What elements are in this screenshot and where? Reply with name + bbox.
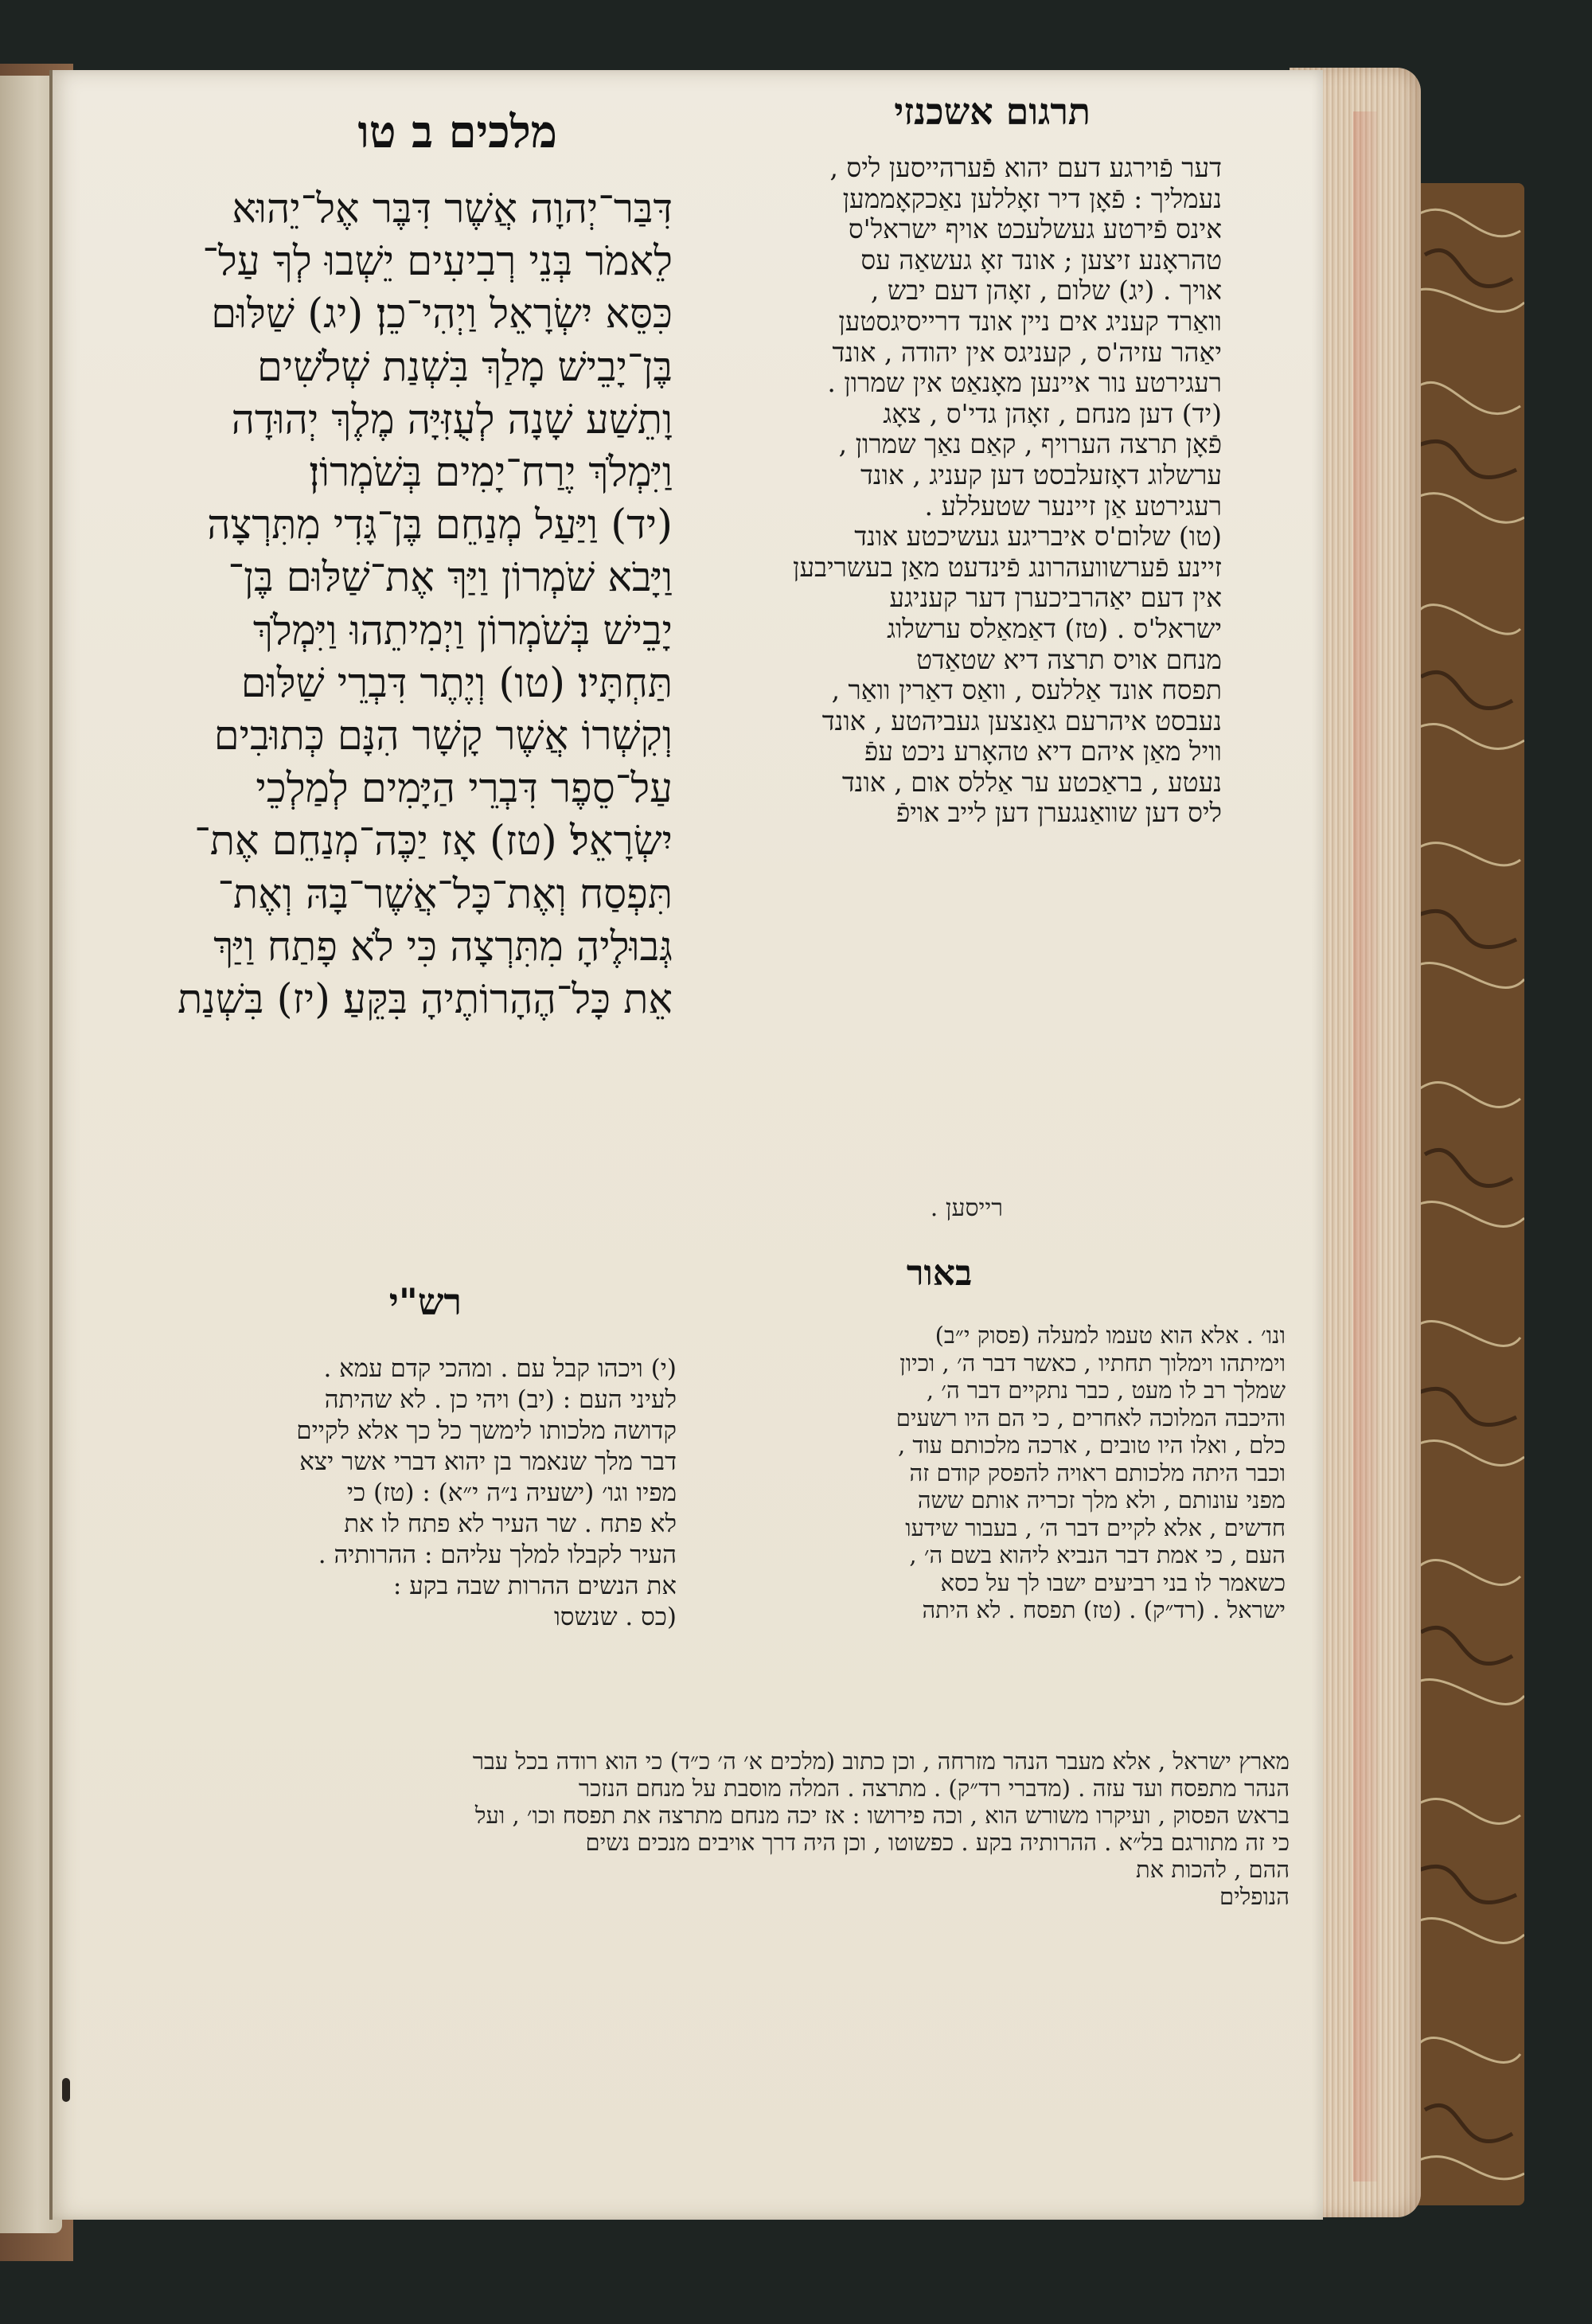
rashi-line: לעיני העם : (יב) ויהי כן . לא שהיתה bbox=[324, 1385, 677, 1414]
rashi-heading: רש"י bbox=[388, 1280, 462, 1323]
biur-line: ישראל . (רד״ק) . (טז) תפסח . לא היתה bbox=[922, 1596, 1286, 1623]
biur-line: כלם , ואלו היו טובים , ארכה מלכותם עוד , bbox=[898, 1432, 1286, 1459]
biur-line: כשאמר לו בני רביעים ישבו לך על כסא bbox=[940, 1568, 1286, 1596]
biur-cont-line: הנופלים bbox=[1219, 1883, 1290, 1910]
targum-line: פֿאָן תרצה הערויף , קאַם נאַך שמרון , bbox=[838, 428, 1222, 460]
verse-line: וַיִּמְלֹךְ יֶרַח־יָמִים בְּשֹׁמְרוֹן׃ bbox=[309, 449, 673, 497]
verse-line: בֶּן־יָבֵישׁ מָלַךְ בִּשְׁנַת שְׁלֹשִׁים bbox=[257, 343, 673, 391]
targum-line: נעטע , בראַכטע ער אַללס אום , אונד bbox=[841, 766, 1222, 798]
verse-line: (יד) וַיַּעַל מְנַחֵם בֶּן־גָּדִי מִתִּרְצָה bbox=[207, 502, 673, 549]
biur-line: שמלך רב לו מעט , כבר נתקיים דבר ה׳ , bbox=[926, 1377, 1286, 1404]
rashi-line: (י) ויכהו קבל עם . ומהכי קדם עמא . bbox=[323, 1354, 677, 1383]
biur-line: ונו׳ . אלא הוא טעמו למעלה (פסוק י״ב) bbox=[935, 1322, 1286, 1349]
gutter bbox=[49, 70, 53, 2220]
targum-line: ישראל'ס . (טז) דאַמאַלס ערשלוג bbox=[887, 612, 1222, 644]
biur-line: מפני עונותם , ולא מלך זכריה אותם ששה bbox=[917, 1486, 1286, 1514]
targum-line: ליס דען שוואַנגערן דען לייב אויפֿ bbox=[896, 797, 1222, 829]
verse-line: דִּבַּר־יְהוָה אֲשֶׁר דִּבֶּר אֶל־יֵהוּא bbox=[232, 186, 673, 232]
verse-line: יִשְׂרָאֵל׃ (טז) אָז יַכֶּה־מְנַחֵם אֶת־ bbox=[194, 818, 673, 865]
targum-line: טהראָנע זיצען ; אונד זאָ געשאַה עס bbox=[860, 244, 1222, 275]
biur-line: העם , כי אמת דבר הנביא ליהוא בשם ה׳ , bbox=[909, 1541, 1286, 1568]
biur-full-width-continuation bbox=[179, 1748, 1290, 1947]
rashi-line: מפיו וגו׳ (ישעיה נ״ה י״א) : (טז) כי bbox=[346, 1478, 677, 1507]
targum-line: זיינע פֿערשוועהרונג פֿינדעט מאַן בעשריבען bbox=[793, 551, 1222, 583]
verse-line: לֵאמֹר בְּנֵי רְבִיעִים יֵשְׁבוּ לְךָ עַל־ bbox=[202, 238, 673, 286]
targum-line: אין דעם יאַהרביכערן דער קעניגע bbox=[889, 582, 1222, 614]
targum-line: נעבסט איהרעם גאַנצען געביהטע , אונד bbox=[821, 705, 1222, 736]
targum-line: תפסח אונד אַללעס , וואַס דאַרין וואַר , bbox=[831, 674, 1222, 706]
biur-line: והיכבה המלוכה לאחרים , כי הם היו רשעים bbox=[896, 1404, 1286, 1432]
biur-commentary bbox=[728, 1322, 1286, 1760]
rashi-line: קדושה מלכותו לימשך כל כך אלא לקיים bbox=[296, 1416, 677, 1445]
targum-last-word: רייסען . bbox=[930, 1194, 1003, 1222]
targum-line: אויך . (יג) שלום , זאָהן דעם יבש , bbox=[870, 275, 1222, 307]
book-chapter-title: מלכים ב טו bbox=[357, 106, 557, 158]
verse-line: תַּחְתָּיו׃ (טו) וְיֶתֶר דִּבְרֵי שַׁלּוּם bbox=[240, 659, 673, 707]
biur-line: וכבר היתה מלכותם ראויה להפסק קודם זה bbox=[909, 1459, 1286, 1486]
targum-line: וואַרד קעניג אים ניין אונד דרייסיגסטען bbox=[838, 305, 1222, 337]
hebrew-verses bbox=[115, 183, 673, 1306]
rashi-commentary bbox=[135, 1353, 677, 1799]
biur-cont-line: הנהר מתפסח ועד עזה . (מדברי רד״ק) . מתרצה . המלה מוסבת על מנחם הנזכר bbox=[578, 1775, 1290, 1802]
targum-line: ערשלוג דאָזעלבסט דען קעניג , אונד bbox=[860, 459, 1222, 490]
verse-line: יָבֵישׁ בְּשֹׁמְרוֹן וַיְמִיתֵהוּ וַיִּמְלֹךְ bbox=[252, 607, 673, 654]
rashi-line: דבר מלך שנאמר בן יהוא דברי אשר יצא bbox=[299, 1447, 677, 1476]
biur-cont-line: בראש הפסוק , ועיקרו משורש הוא , וכה פירושו : אז יכה מנחם מתרצה את תפסח וכו׳ , ועל bbox=[474, 1802, 1290, 1829]
verse-line: תִּפְסַח וְאֶת־כָּל־אֲשֶׁר־בָּהּ וְאֶת־ bbox=[217, 870, 673, 918]
biur-cont-line: ההם , להכות את bbox=[1136, 1856, 1290, 1883]
verse-line: כִּסֵּא יִשְׂרָאֵל וַיְהִי־כֵן׃ (יג) שַׁלּוּם bbox=[211, 291, 673, 338]
verse-line: עַל־סֵפֶר דִּבְרֵי הַיָּמִים לְמַלְכֵי bbox=[256, 765, 673, 813]
marbled-back-cover bbox=[1409, 183, 1524, 2205]
targum-line: אינס פֿירטע געשלעכט אויף ישראל'ס bbox=[848, 213, 1222, 245]
targum-line: דער פֿוירגע דעם יהוא פֿערהייסען ליס , bbox=[829, 153, 1222, 183]
targum-line: וויל מאַן איהם דיא טהאָרע ניכט עפֿ bbox=[864, 736, 1222, 768]
targum-line: רעגירטע נור איינען מאָנאַט אין שמרון . bbox=[827, 367, 1222, 399]
targum-line: יאַהר עזיה'ס , קעניגס אין יהודה , אונד bbox=[832, 336, 1222, 368]
running-title: תרגום אשכנזי bbox=[894, 90, 1091, 133]
targum-line: נעמליך : פֿאָן דיר זאָללען נאַכקאָממען bbox=[842, 182, 1222, 214]
rashi-line: (כס . שנשסו bbox=[554, 1603, 677, 1631]
biur-line: חדשים , אלא לקיים דבר ה׳ , בעבור שידעו bbox=[905, 1514, 1286, 1541]
targum-line: רעגירטע אַן זיינער שטעללע . bbox=[924, 490, 1222, 521]
ink-mark bbox=[62, 2078, 70, 2102]
verse-line: וַיָּבֹא שֹׁמְרוֹן וַיַּךְ אֶת־שַׁלּוּם בֶּן־ bbox=[228, 554, 673, 602]
verse-line: וָתֵשַׁע שָׁנָה לְעֻזִּיָּה מֶלֶךְ יְהוּדָה bbox=[231, 396, 673, 443]
rashi-line: לא פתח . שר העיר לא פתח לו את bbox=[344, 1510, 677, 1538]
marble-pattern bbox=[1409, 183, 1524, 2205]
german-translation-column bbox=[681, 153, 1222, 1236]
rashi-line: את הנשים ההרות שבה בקע : bbox=[392, 1572, 677, 1600]
biur-cont-line: מארץ ישראל , אלא מעבר הנהר מזרחה , וכן כתוב (מלכים א׳ ה׳ כ״ד) כי הוא רודה בכל עבר bbox=[472, 1748, 1290, 1775]
rashi-line: העיר לקבלו למלך עליהם : ההרותיה . bbox=[318, 1541, 677, 1569]
red-page-edge bbox=[1353, 111, 1377, 2181]
verse-line: וְקִשְׁרוֹ אֲשֶׁר קָשָׁר הִנָּם כְּתוּבִים bbox=[213, 713, 673, 760]
targum-line: (יד) דען מנחם , זאָהן גדי'ס , צאָג bbox=[883, 397, 1222, 429]
verse-line: אֵת כָּל־הֶהָרוֹתֶיהָ בִּקֵּעַ׃ (יז) בִּשְׁנַת bbox=[178, 976, 673, 1024]
targum-line: מנחם אויס תרצה דיא שטאַדט bbox=[916, 643, 1222, 675]
biur-line: וימיתהו וימלוך תחתיו , כאשר דבר ה׳ , וכיון bbox=[899, 1349, 1286, 1377]
biur-heading: באור bbox=[906, 1253, 973, 1294]
biur-cont-line: כי זה מתורגם בל״א . ההרותיה בקע . כפשוטו , וכן היה דרך אויבים מנכים נשים bbox=[585, 1829, 1290, 1856]
verse-line: גְּבוּלֶיהָ מִתִּרְצָה כִּי לֹא פָתַח וַיַּךְ bbox=[213, 923, 673, 971]
targum-line: (טו) שלום'ס איבריגע געשיכטע אונד bbox=[854, 521, 1222, 553]
